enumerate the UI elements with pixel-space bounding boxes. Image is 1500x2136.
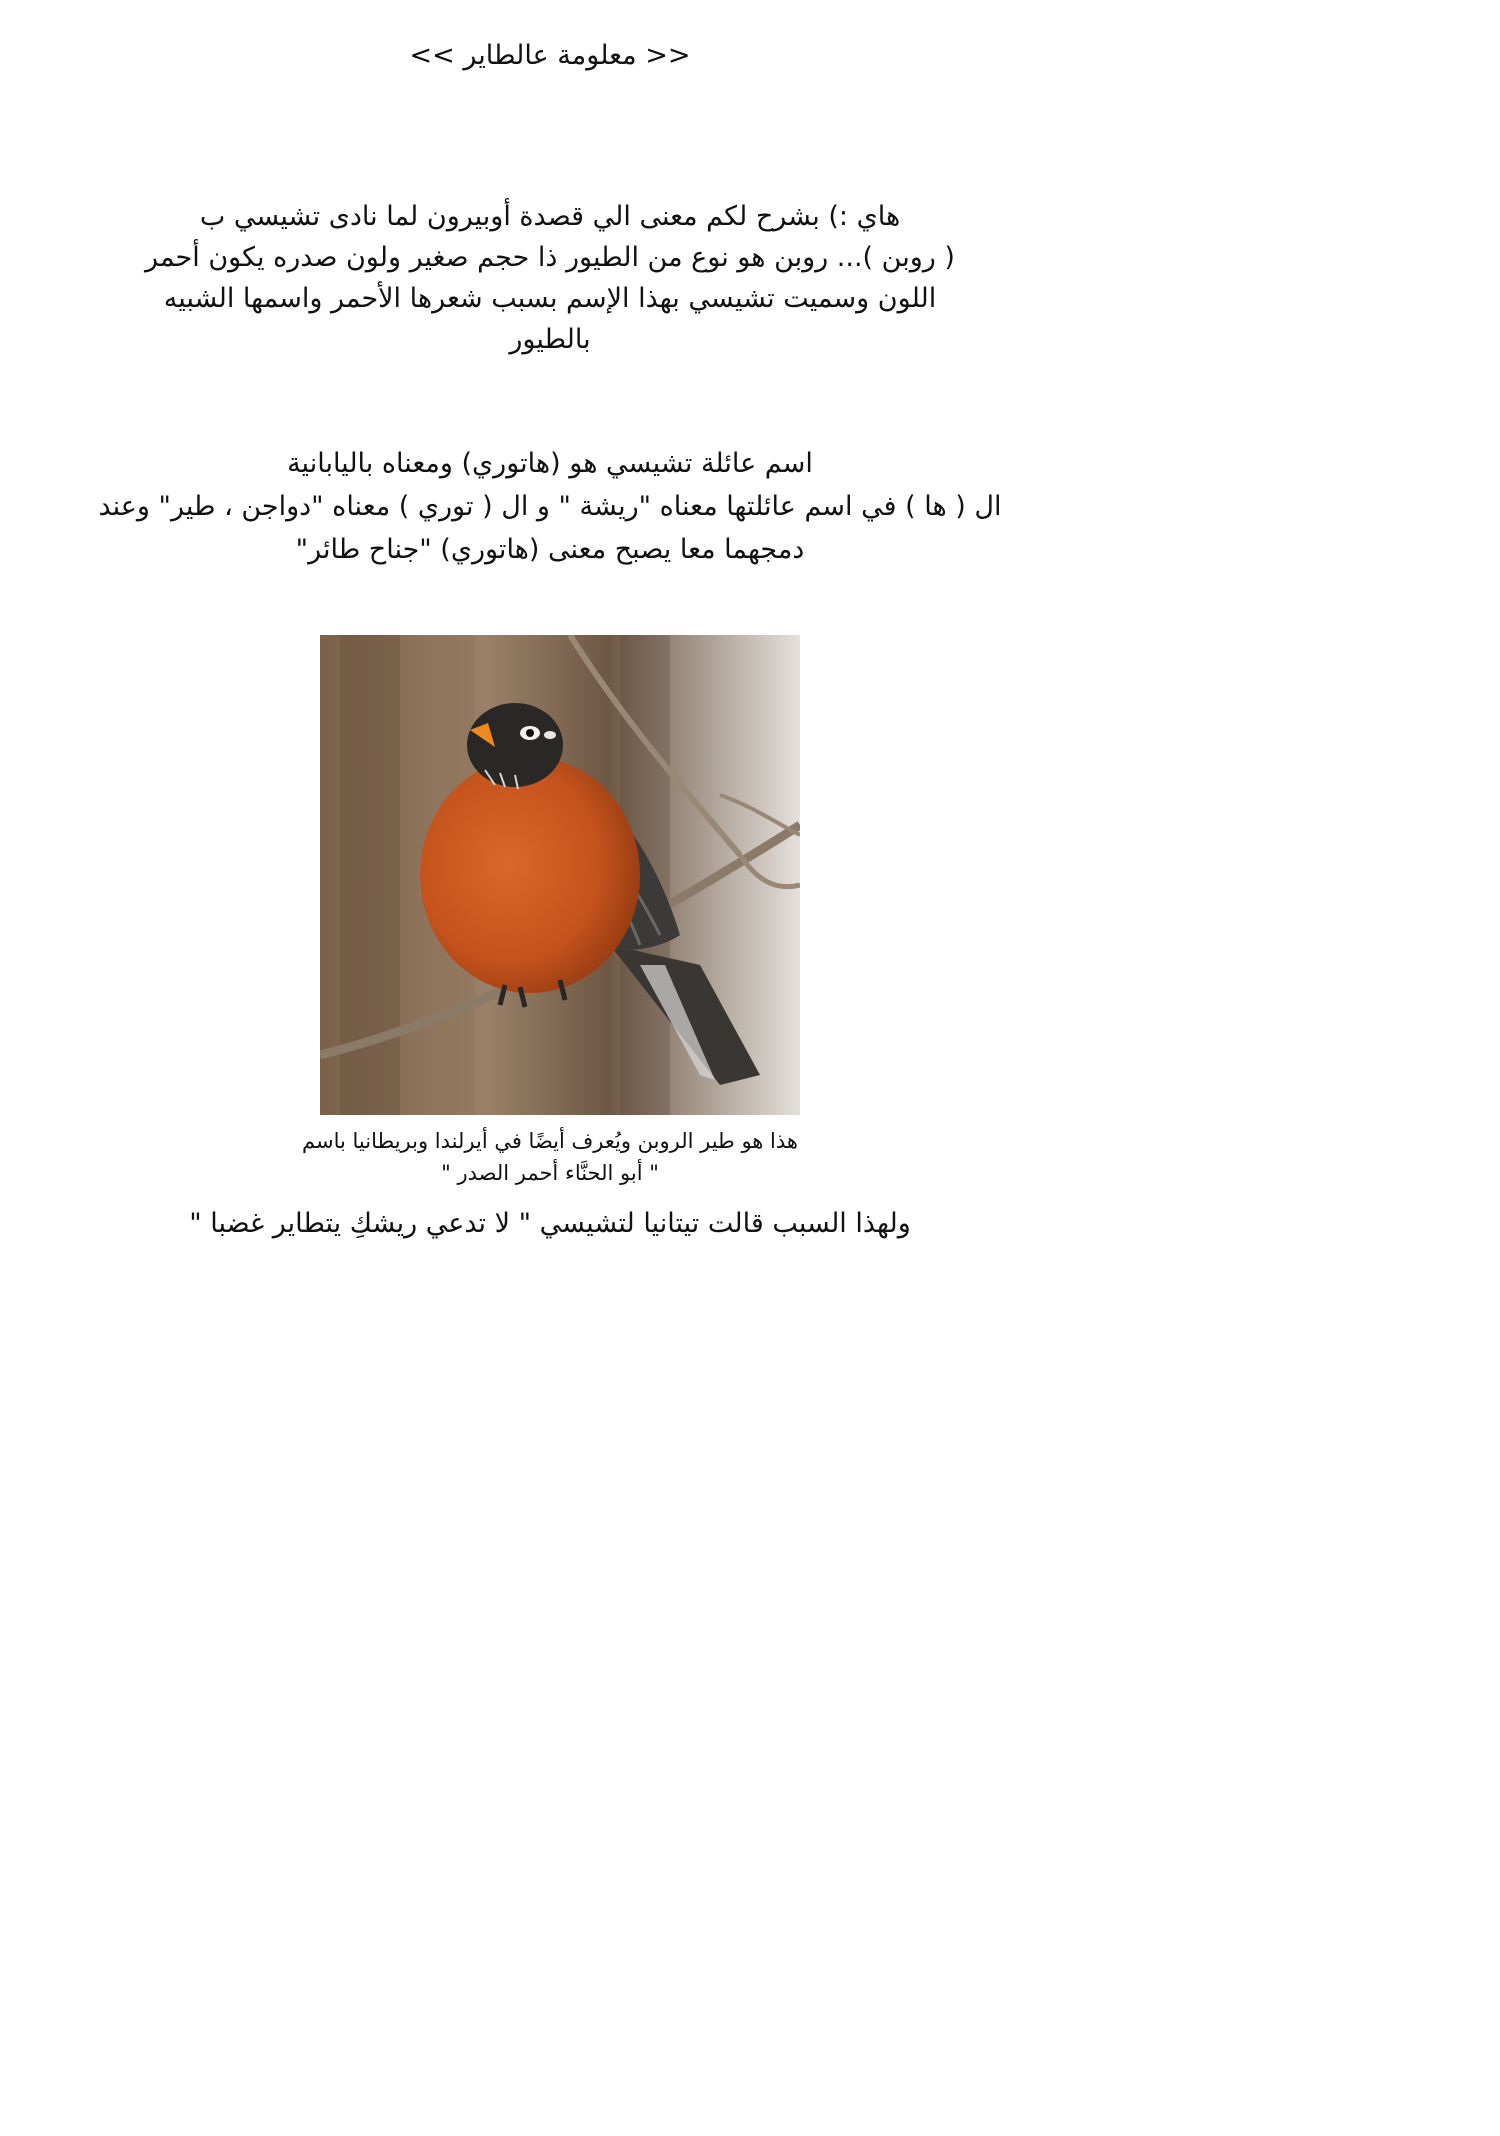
family-line: ال ( ها ) في اسم عائلتها معناه "ريشة " و ال ( توري ) معناه "دواجن ، طير" وعند bbox=[98, 491, 1002, 522]
intro-line: بالطيور bbox=[509, 324, 591, 355]
family-line: دمجهما معا يصبح معنى (هاتوري) "جناح طائر" bbox=[295, 534, 805, 565]
family-name-paragraph bbox=[30, 442, 1070, 571]
robin-photo bbox=[320, 635, 800, 1115]
intro-line: هاي :) بشرح لكم معنى الي قصدة أوبيرون لما نادى تشيسي ب bbox=[199, 201, 901, 232]
family-line: اسم عائلة تشيسي هو (هاتوري) ومعناه باليابانية bbox=[287, 448, 813, 479]
intro-line: اللون وسميت تشيسي بهذا الإسم بسبب شعرها الأحمر واسمها الشبيه bbox=[163, 283, 937, 314]
intro-line: ( روبن )... روبن هو نوع من الطيور ذا حجم صغير ولون صدره يكون أحمر bbox=[145, 242, 955, 273]
closing-line: ولهذا السبب قالت تيتانيا لتشيسي " لا تدعي ريشكِ يتطاير غضبا " bbox=[189, 1208, 911, 1239]
caption-line: " أبو الحنَّاء أحمر الصدر " bbox=[441, 1161, 659, 1185]
page-title: << معلومة عالطاير >> bbox=[409, 40, 691, 71]
intro-paragraph bbox=[60, 196, 1040, 360]
photo-caption bbox=[200, 1125, 900, 1189]
caption-line: هذا هو طير الروبن ويُعرف أيضًا في أيرلندا وبريطانيا باسم bbox=[302, 1129, 798, 1153]
